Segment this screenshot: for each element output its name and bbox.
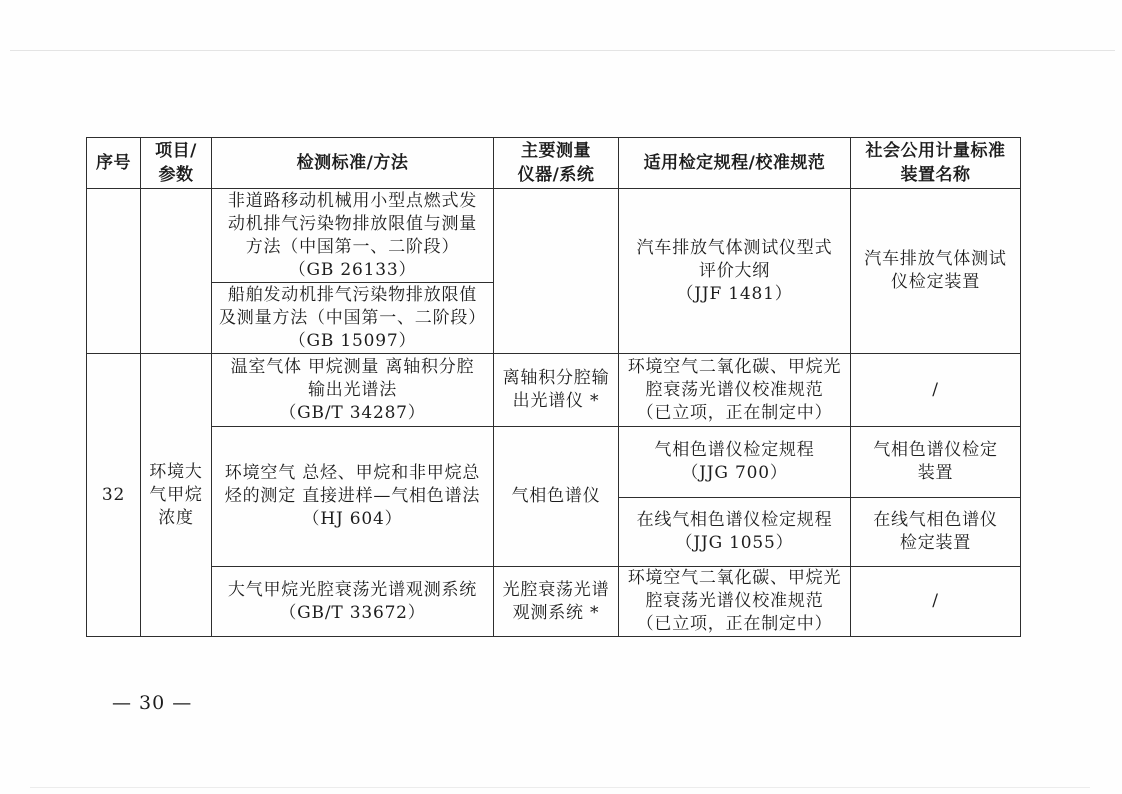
- metrology-standards-table: [86, 137, 1021, 637]
- cell-regulation: 汽车排放气体测试仪型式 评价大纲 （JJF 1481）: [619, 189, 851, 354]
- scan-edge-line: [30, 787, 1090, 788]
- cell-standard-device: 气相色谱仪检定 装置: [851, 427, 1021, 498]
- header-method: 检测标准/方法: [212, 138, 494, 189]
- cell-method: 环境空气 总烃、甲烷和非甲烷总 烃的测定 直接进样—气相色谱法 （HJ 604）: [212, 427, 494, 567]
- cell-regulation: 环境空气二氧化碳、甲烷光 腔衰荡光谱仪校准规范 （已立项，正在制定中）: [619, 354, 851, 427]
- header-item: 项目/ 参数: [141, 138, 212, 189]
- cell-method: 非道路移动机械用小型点燃式发 动机排气污染物排放限值与测量 方法（中国第一、二阶段） （GB 26133）: [212, 189, 494, 283]
- cell-method: 船舶发动机排气污染物排放限值 及测量方法（中国第一、二阶段） （GB 15097）: [212, 283, 494, 354]
- header-standard-device: 社会公用计量标准 装置名称: [851, 138, 1021, 189]
- cell-method: 大气甲烷光腔衰荡光谱观测系统 （GB/T 33672）: [212, 567, 494, 637]
- page-number: — 30 —: [112, 692, 193, 714]
- cell-standard-device: 在线气相色谱仪 检定装置: [851, 498, 1021, 567]
- cell-item-empty: [141, 189, 212, 354]
- cell-instrument: 光腔衰荡光谱 观测系统 *: [494, 567, 619, 637]
- cell-standard-device: /: [851, 567, 1021, 637]
- header-regulation: 适用检定规程/校准规范: [619, 138, 851, 189]
- cell-standard-device: 汽车排放气体测试 仪检定装置: [851, 189, 1021, 354]
- cell-regulation: 气相色谱仪检定规程 （JJG 700）: [619, 427, 851, 498]
- cell-method: 温室气体 甲烷测量 离轴积分腔 输出光谱法 （GB/T 34287）: [212, 354, 494, 427]
- cell-instrument: 气相色谱仪: [494, 427, 619, 567]
- cell-index: 32: [87, 354, 141, 637]
- cell-instrument: 离轴积分腔输 出光谱仪 *: [494, 354, 619, 427]
- cell-regulation: 在线气相色谱仪检定规程 （JJG 1055）: [619, 498, 851, 567]
- table-header-row: [87, 138, 1021, 189]
- header-index: 序号: [87, 138, 141, 189]
- cell-regulation: 环境空气二氧化碳、甲烷光 腔衰荡光谱仪校准规范 （已立项，正在制定中）: [619, 567, 851, 637]
- table-row: [87, 189, 1021, 283]
- cell-item: 环境大 气甲烷 浓度: [141, 354, 212, 637]
- cell-index-empty: [87, 189, 141, 354]
- table-row: [87, 354, 1021, 427]
- scan-edge-line: [10, 50, 1115, 51]
- cell-standard-device: /: [851, 354, 1021, 427]
- table-row: [87, 567, 1021, 637]
- header-instrument: 主要测量 仪器/系统: [494, 138, 619, 189]
- table-row: [87, 427, 1021, 498]
- cell-instrument-empty: [494, 189, 619, 354]
